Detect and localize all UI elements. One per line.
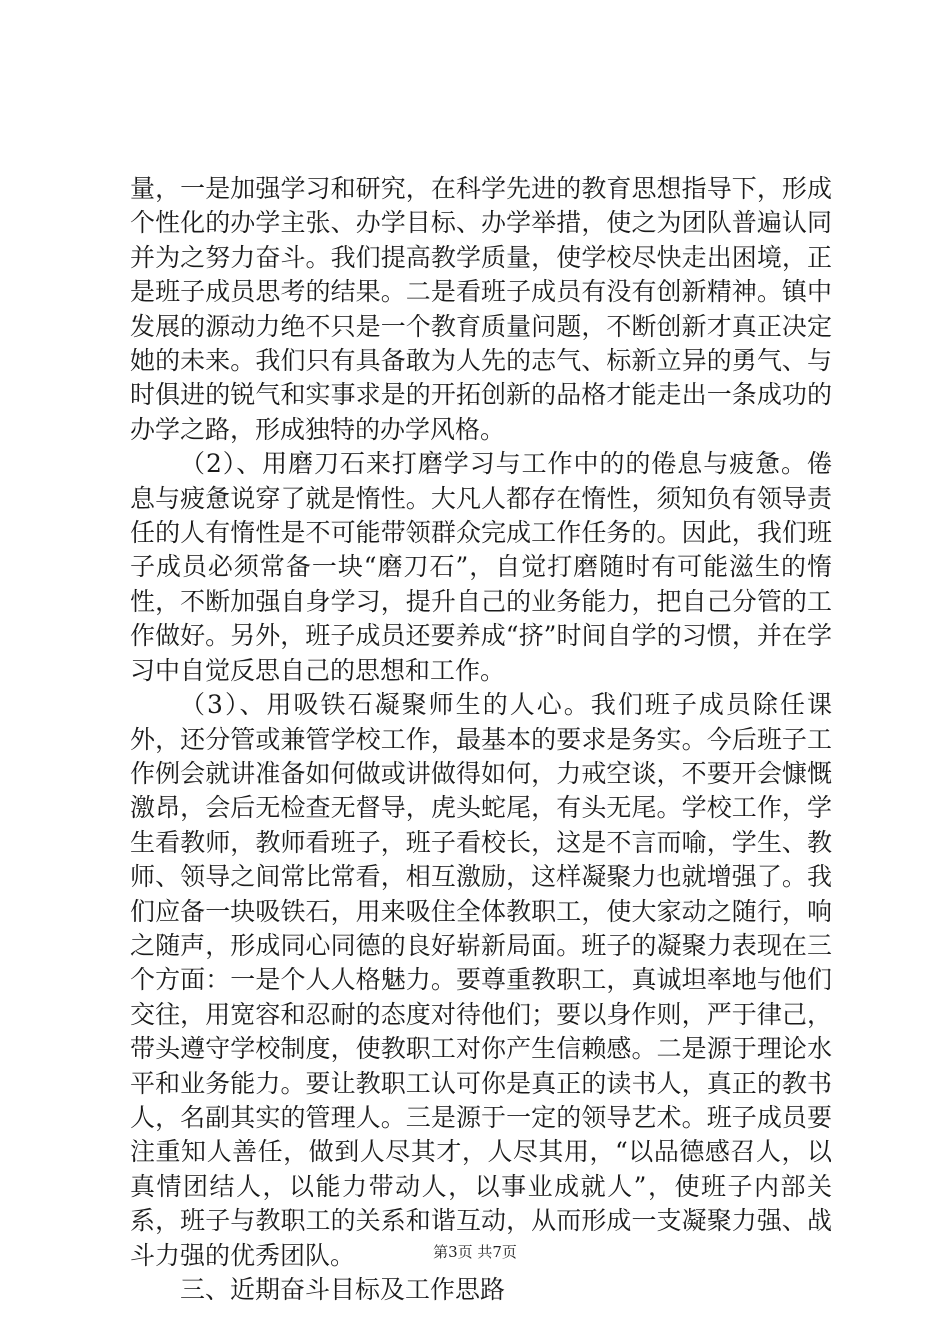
document-body bbox=[130, 172, 832, 1307]
section-heading: 三、近期奋斗目标及工作思路 bbox=[180, 1275, 506, 1304]
page-number-footer: 第3页 共7页 bbox=[433, 1243, 517, 1261]
paragraph-continuation: 量，一是加强学习和研究，在科学先进的教育思想指导下，形成个性化的办学主张、办学目标、办学举措，使之为团队普遍认同并为之努力奋斗。我们提高教学质量，使学校尽快走出困境，正是班子成员思考的结果。二是看班子成员有没有创新精神。镇中发展的源动力绝不只是一个教育质量问题，不断创新才真正决定她的未来。我们只有具备敢为人先的志气、标新立异的勇气、与时俱进的锐气和实事求是的开拓创新的品格才能走出一条成功的办学之路，形成独特的办学风格。 bbox=[130, 174, 832, 444]
paragraph-whetstone: （2）、用磨刀石来打磨学习与工作中的的倦息与疲惫。倦息与疲惫说穿了就是惰性。大凡人都存在惰性，须知负有领导责任的人有惰性是不可能带领群众完成工作任务的。因此，我们班子成员必须常备一块“磨刀石”，自觉打磨随时有可能滋生的惰性，不断加强自身学习，提升自己的业务能力，把自己分管的工作做好。另外，班子成员还要养成“挤”时间自学的习惯，并在学习中自觉反思自己的思想和工作。 bbox=[130, 449, 832, 685]
paragraph-magnet: （3）、用吸铁石凝聚师生的人心。我们班子成员除任课外，还分管或兼管学校工作，最基本的要求是务实。今后班子工作例会就讲准备如何做或讲做得如何，力戒空谈，不要开会慷慨激昂，会后无检查无督导，虎头蛇尾，有头无尾。学校工作，学生看教师，教师看班子，班子看校长，这是不言而喻，学生、教师、领导之间常比常看，相互激励，这样凝聚力也就增强了。我们应备一块吸铁石，用来吸住全体教职工，使大家动之随行，响之随声，形成同心同德的良好崭新局面。班子的凝聚力表现在三个方面：一是个人人格魅力。要尊重教职工，真诚坦率地与他们交往，用宽容和忍耐的态度对待他们；要以身作则，严于律己，带头遵守学校制度，使教职工对你产生信赖感。二是源于理论水平和业务能力。要让教职工认可你是真正的读书人，真正的教书人，名副其实的管理人。三是源于一定的领导艺术。班子成员要注重知人善任，做到人尽其才，人尽其用，“以品德感召人，以真情团结人，以能力带动人，以事业成就人”，使班子内部关系，班子与教职工的关系和谐互动，从而形成一支凝聚力强、战斗力强的优秀团队。 bbox=[130, 690, 832, 1270]
